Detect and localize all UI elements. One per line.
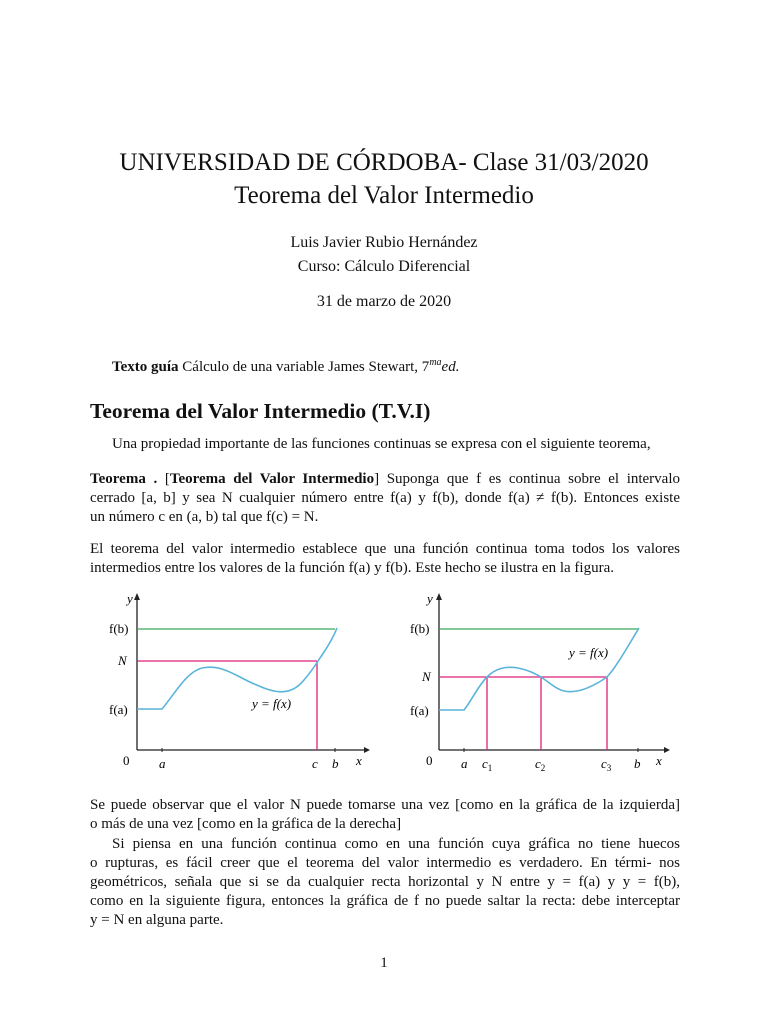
para1-line2: intermedios entre los valores de la función f(a) y f(b). Este hecho se ilustra en la figura. (90, 560, 614, 576)
y-axis-label: y (127, 591, 133, 606)
para2-line1: Se puede observar que el valor N puede tomarse una vez [como en la gráfica de la izquierda] (90, 797, 680, 813)
guide-ed: ed. (441, 359, 460, 375)
figure-right (402, 588, 677, 778)
section-intro: Una propiedad importante de las funciones continuas se expresa con el siguiente teorema, (112, 436, 651, 452)
b-label: b (332, 756, 339, 771)
guide-sup: ma (429, 357, 442, 368)
course: Curso: Cálculo Diferencial (297, 258, 471, 275)
para1-line1: El teorema del valor intermedio establece que una función continua toma todos los valores (90, 541, 680, 557)
theorem-line2: cerrado [a, b] y sea N cualquier número entre f(a) y f(b), donde f(a) ≠ f(b). Entonces existe (90, 490, 680, 506)
curve-label: y = f(x) (569, 645, 609, 660)
para3-line2: o rupturas, es fácil creer que el teorema del valor intermedio es verdadero. En térmi- nos (90, 855, 680, 871)
n-label: N (118, 653, 127, 668)
x-axis-arrow (664, 747, 670, 753)
n-label: N (422, 669, 431, 684)
figure-left (102, 588, 372, 778)
theorem-label: Teorema . (90, 471, 158, 487)
a-label: a (461, 756, 468, 771)
x-axis-label: x (656, 753, 662, 768)
fb-label: f(b) (410, 621, 430, 636)
fb-label: f(b) (109, 621, 129, 636)
theorem-line1: Teorema . [Teorema del Valor Intermedio] Suponga que f es continua sobre el intervalo (90, 471, 681, 487)
function-curve (439, 628, 639, 710)
document-title-line2: Teorema del Valor Intermedio (234, 182, 534, 209)
a-label: a (159, 756, 166, 771)
curve-label: y = f(x) (252, 696, 292, 711)
c2-label: $c_2$ (535, 756, 546, 773)
fa-label: f(a) (109, 702, 128, 717)
y-axis-label: y (427, 591, 433, 606)
theorem-name: Teorema del Valor Intermedio (169, 471, 375, 487)
origin-label: 0 (123, 753, 130, 768)
fa-label: f(a) (410, 703, 429, 718)
date: 31 de marzo de 2020 (316, 293, 452, 310)
c3-label: $c_3$ (601, 756, 612, 773)
origin-label: 0 (426, 753, 433, 768)
x-axis-arrow (364, 747, 370, 753)
para3-line3: geométricos, señala que si se da cualquier recta horizontal y N entre y = f(a) y y = f(b), (90, 874, 680, 890)
y-axis-arrow (134, 593, 140, 600)
author: Luis Javier Rubio Hernández (290, 234, 478, 251)
para2-line2: o más de una vez [como en la gráfica de la derecha] (90, 816, 402, 832)
section-title: Teorema del Valor Intermedio (T.V.I) (90, 399, 431, 423)
para3-line4: como en la siguiente figura, entonces la gráfica de f no puede saltar la recta: debe interceptar (90, 893, 680, 909)
guide-body: Cálculo de una variable James Stewart, 7 (182, 359, 430, 375)
c1-label: $c_1$ (482, 756, 493, 773)
guide-text (112, 352, 702, 378)
theorem-line3: un número c en (a, b) tal que f(c) = N. (90, 509, 319, 525)
c-label: c (312, 756, 318, 771)
x-axis-label: x (356, 753, 362, 768)
page-number: 1 (380, 955, 388, 971)
para3-line5: y = N en alguna parte. (90, 912, 224, 928)
theorem-text1: Suponga que f es continua sobre el intervalo (386, 471, 681, 487)
b-label: b (634, 756, 641, 771)
guide-label: Texto guía (112, 359, 179, 375)
para3-line1: Si piensa en una función continua como en una función cuya gráfica no tiene huecos (112, 836, 680, 852)
document-title-line1: UNIVERSIDAD DE CÓRDOBA- Clase 31/03/2020 (119, 149, 649, 176)
function-curve (137, 628, 337, 709)
y-axis-arrow (436, 593, 442, 600)
